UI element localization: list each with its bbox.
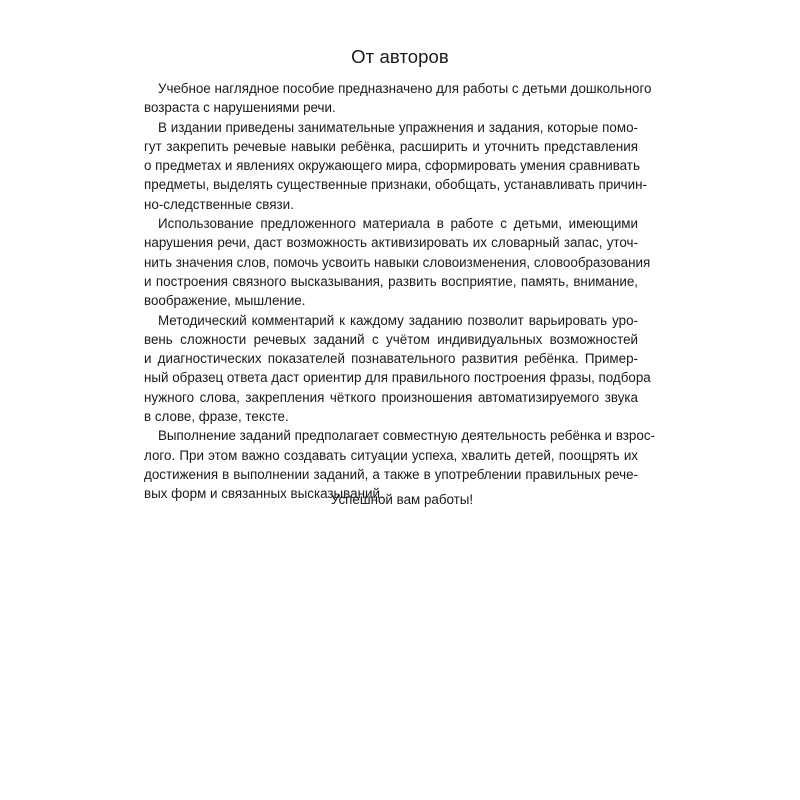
body-text bbox=[144, 79, 655, 504]
text-line: нить значения слов, помочь усвоить навыки словоизменения, словообразования bbox=[144, 254, 651, 270]
paragraph bbox=[144, 118, 647, 214]
text-line: и диагностических показателей познавательного развития ребёнка. Пример- bbox=[144, 351, 638, 367]
paragraph bbox=[144, 311, 651, 427]
text-line: нужного слова, закрепления чёткого произношения автоматизируемого звука bbox=[144, 389, 638, 405]
text-line: Учебное наглядное пособие предназначено для работы с детьми дошкольного bbox=[158, 81, 652, 96]
page-title: От авторов bbox=[351, 46, 449, 68]
paragraph bbox=[144, 79, 652, 118]
text-line: вень сложности речевых заданий с учётом индивидуальных возможностей bbox=[144, 331, 638, 347]
text-line: воображение, мышление. bbox=[144, 293, 306, 309]
closing-wish: Успешной вам работы! bbox=[330, 492, 474, 507]
text-line: лого. При этом важно создавать ситуации успеха, хвалить детей, поощрять их bbox=[144, 447, 638, 463]
text-line: достижения в выполнении заданий, а также в употреблении правильных рече- bbox=[144, 466, 638, 482]
text-line: предметы, выделять существенные признаки, обобщать, устанавливать причин- bbox=[144, 177, 647, 193]
text-line: но-следственные связи. bbox=[144, 196, 294, 212]
text-line: Использование предложенного материала в работе с детьми, имеющими bbox=[158, 216, 638, 232]
text-line: Выполнение заданий предполагает совместную деятельность ребёнка и взрос- bbox=[158, 428, 655, 444]
text-line: Методический комментарий к каждому заданию позволит варьировать уро- bbox=[158, 312, 638, 328]
text-line: гут закрепить речевые навыки ребёнка, расширить и уточнить представления bbox=[144, 138, 638, 154]
text-line: в слове, фразе, тексте. bbox=[144, 409, 289, 425]
text-line: о предметах и явлениях окружающего мира, сформировать умения сравнивать bbox=[144, 158, 640, 174]
text-line: нарушения речи, даст возможность активизировать их словарный запас, уточ- bbox=[144, 235, 638, 251]
text-line: и построения связного высказывания, развить восприятие, память, внимание, bbox=[144, 273, 638, 289]
text-line: В издании приведены занимательные упражнения и задания, которые помо- bbox=[158, 119, 638, 135]
text-line: вых форм и связанных высказываний. bbox=[144, 486, 384, 502]
text-line: возраста с нарушениями речи. bbox=[144, 100, 336, 116]
paragraph bbox=[144, 214, 651, 310]
text-line: ный образец ответа даст ориентир для правильного построения фразы, подбора bbox=[144, 370, 651, 386]
